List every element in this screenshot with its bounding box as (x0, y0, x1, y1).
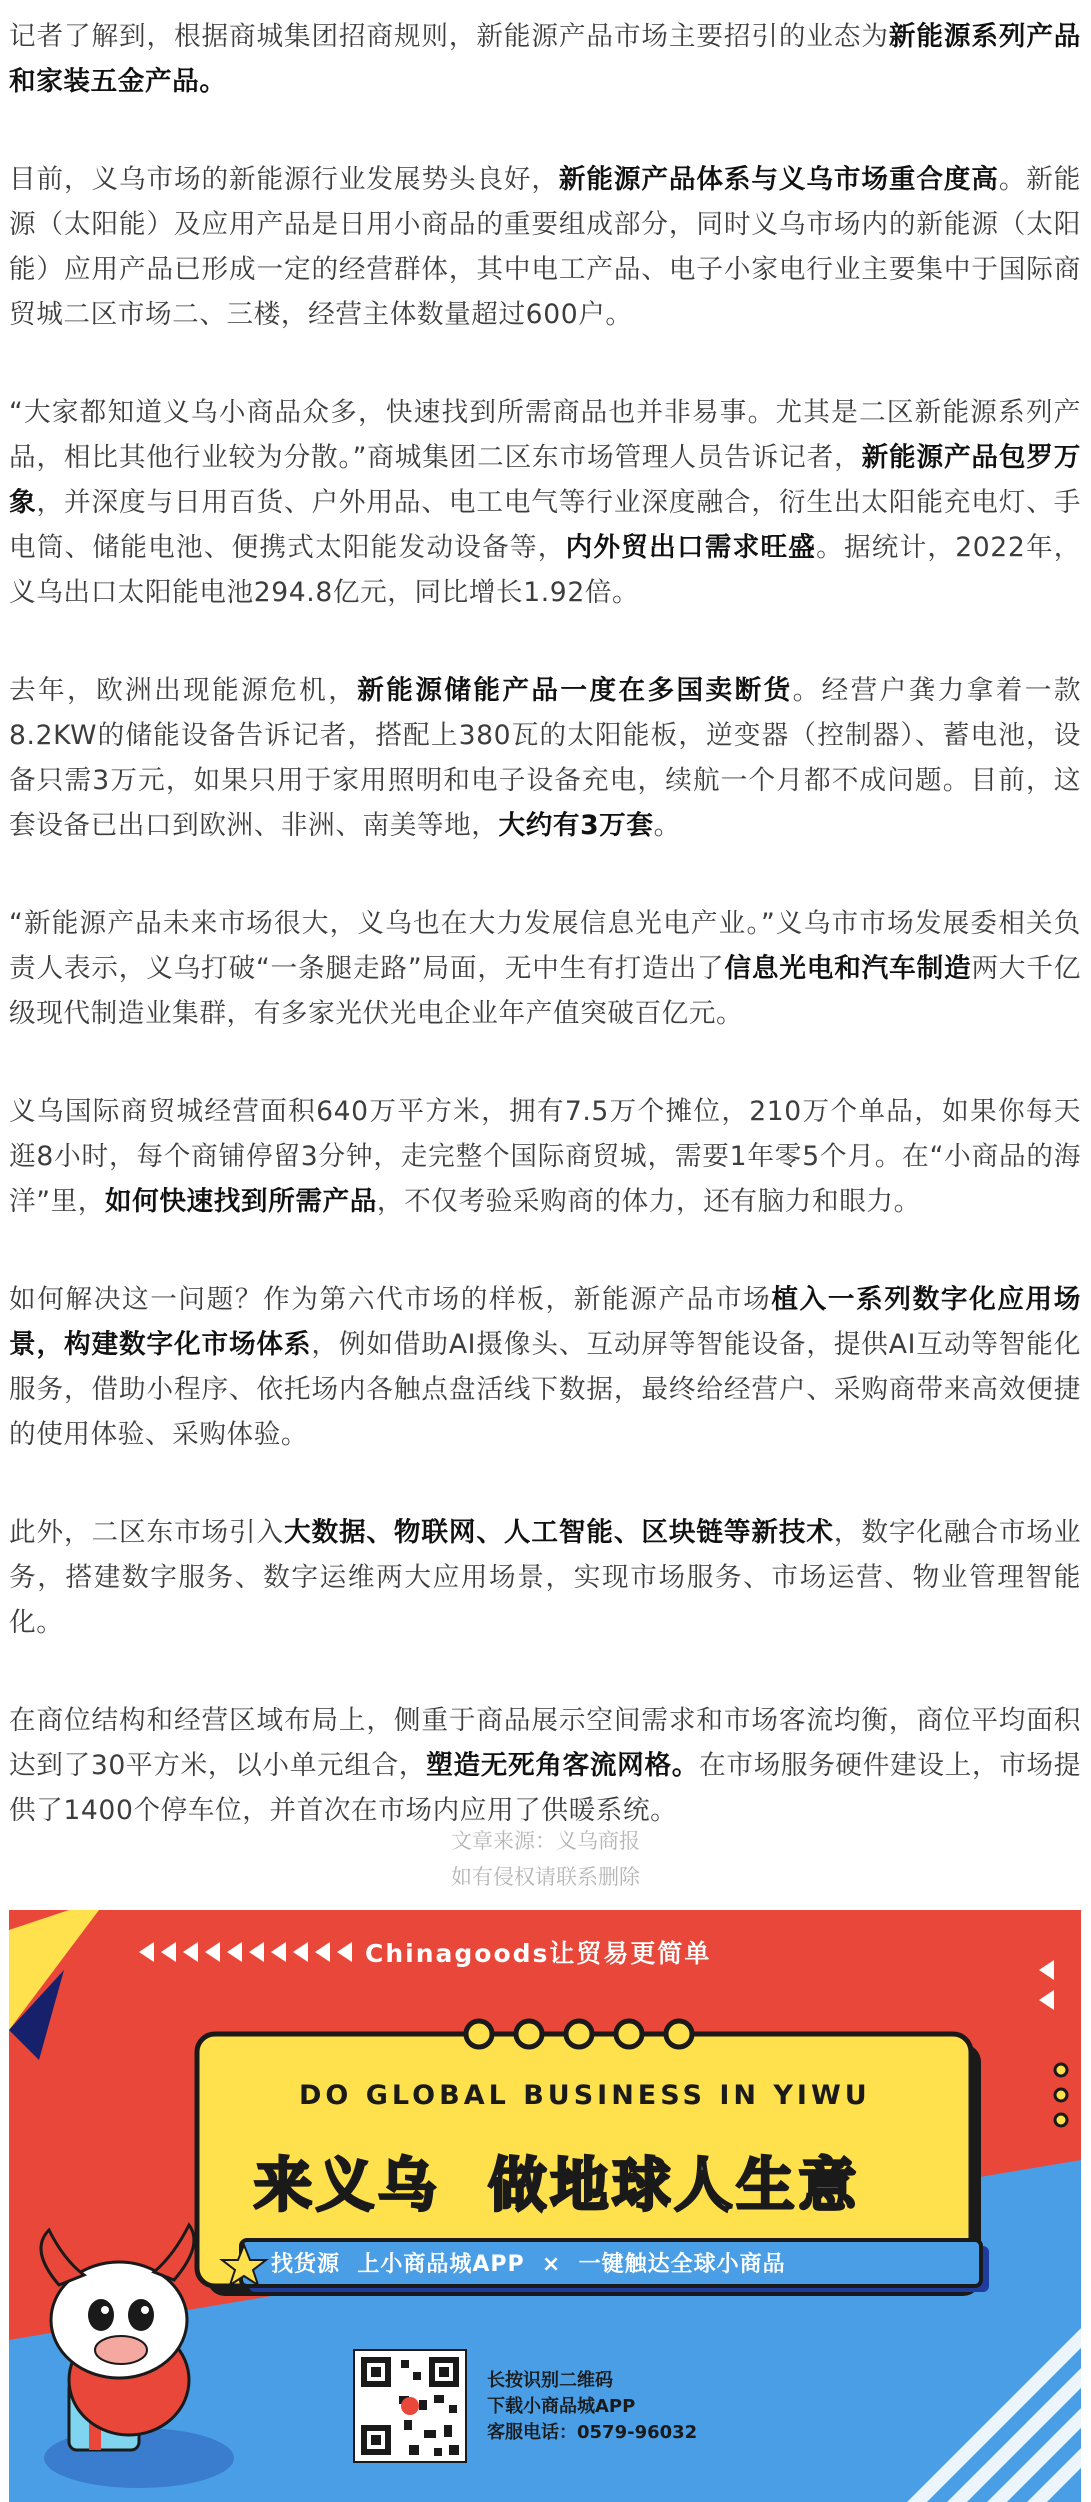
promo-banner[interactable] (9, 1910, 1081, 2502)
highlight-text: 新能源系列产品和家装五金产品。 (9, 21, 1082, 97)
body-text: 。 (653, 810, 681, 841)
banner-main-title: 来义乌 做地球人生意 (254, 2151, 861, 2219)
highlight-text: 新能源产品体系与义乌市场重合度高 (558, 164, 999, 195)
body-text: 两大千亿级现代制造业集群，有多家光伏光电企业年产值突破百亿元。 (9, 953, 1082, 1029)
body-text: 记者了解到，根据商城集团招商规则，新能源产品市场主要招引的业态为 (9, 21, 889, 52)
body-text: 。新能源（太阳能）及应用产品是日用小商品的重要组成部分，同时义乌市场内的新能源（太阳能）应用产品已形成一定的经营群体，其中电工产品、电子小家电行业主要集中于国际商贸城二区市场二、三楼，经营主体数量超过600户。 (9, 164, 1081, 330)
article-body (9, 14, 1081, 1886)
body-text: “新能源产品未来市场很大，义乌也在大力发展信息光电产业。”义乌市市场发展委相关负责人表示，义乌打破“一条腿走路”局面，无中生有打造出了 (9, 908, 1081, 984)
banner-tagline: Chinagoods让贸易更简单 (365, 1939, 712, 1968)
body-text: 在市场服务硬件建设上，市场提供了1400个停车位，并首次在市场内应用了供暖系统。 (9, 1750, 1081, 1826)
body-text: ，不仅考验采购商的体力，还有脑力和眼力。 (376, 1186, 921, 1217)
qr-caption-line: 客服电话：0579-96032 (487, 2422, 698, 2443)
body-text: 此外，二区东市场引入 (9, 1517, 284, 1548)
article-source: 文章来源：义乌商报 (451, 1829, 640, 1853)
highlight-text: 信息光电和汽车制造 (724, 953, 972, 984)
article-paragraph (9, 668, 1081, 848)
highlight-text: 大约有3万套 (498, 810, 654, 841)
qr-code-icon[interactable] (354, 2350, 466, 2462)
body-text: 去年，欧洲出现能源危机， (9, 675, 358, 706)
article-paragraph (9, 1698, 1081, 1833)
article-paragraph (9, 1510, 1081, 1645)
highlight-text: 植入一系列数字化应用场景，构建数字化市场体系 (9, 1284, 1081, 1360)
highlight-text: 大数据、物联网、人工智能、区块链等新技术 (283, 1517, 834, 1548)
body-text: 目前，义乌市场的新能源行业发展势头良好， (9, 164, 559, 195)
qr-caption-line: 下载小商品城APP (487, 2396, 636, 2417)
article-paragraph (9, 390, 1081, 615)
body-text: 在商位结构和经营区域布局上，侧重于商品展示空间需求和市场客流均衡，商位平均面积达到了30平方米，以小单元组合， (9, 1705, 1081, 1781)
body-text: 义乌国际商贸城经营面积640万平方米，拥有7.5万个摊位，210万个单品，如果你每天逛8小时，每个商铺停留3分钟，走完整个国际商贸城，需要1年零5个月。在“小商品的海洋”里， (9, 1096, 1081, 1217)
body-text: ，并深度与日用百货、户外用品、电工电气等行业深度融合，衍生出太阳能充电灯、手电筒、储能电池、便携式太阳能发动设备等， (9, 487, 1081, 563)
body-text: 。据统计，2022年，义乌出口太阳能电池294.8亿元，同比增长1.92倍。 (9, 532, 1082, 608)
qr-caption-line: 长按识别二维码 (487, 2370, 613, 2391)
article-paragraph (9, 14, 1081, 104)
banner-english-title: DO GLOBAL BUSINESS IN YIWU (299, 2080, 871, 2111)
highlight-text: 内外贸出口需求旺盛 (565, 532, 817, 563)
highlight-text: 塑造无死角客流网格。 (426, 1750, 700, 1781)
banner-sub-strip: 找货源 上小商品城APP × 一键触达全球小商品 (271, 2252, 786, 2277)
body-text: 如何解决这一问题？作为第六代市场的样板，新能源产品市场 (9, 1284, 772, 1315)
article-paragraph (9, 157, 1081, 337)
body-text: ，数字化融合市场业务，搭建数字服务、数字运维两大应用场景，实现市场服务、市场运营、物业管理智能化。 (9, 1517, 1082, 1638)
highlight-text: 新能源产品包罗万象 (9, 442, 1081, 518)
highlight-text: 如何快速找到所需产品 (104, 1186, 377, 1217)
highlight-text: 新能源储能产品一度在多国卖断货 (357, 675, 793, 706)
copyright-notice: 如有侵权请联系删除 (451, 1865, 640, 1889)
article-paragraph (9, 901, 1081, 1036)
body-text: ，例如借助AI摄像头、互动屏等智能设备，提供AI互动等智能化服务，借助小程序、依托场内各触点盘活线下数据，最终给经营户、采购商带来高效便捷的使用体验、采购体验。 (9, 1329, 1081, 1450)
body-text: “大家都知道义乌小商品众多，快速找到所需商品也并非易事。尤其是二区新能源系列产品，相比其他行业较为分散。”商城集团二区东市场管理人员告诉记者， (9, 397, 1081, 473)
article-paragraph (9, 1277, 1081, 1457)
article-paragraph (9, 1089, 1081, 1224)
body-text: 。经营户龚力拿着一款8.2KW的储能设备告诉记者，搭配上380瓦的太阳能板，逆变器（控制器）、蓄电池，设备只需3万元，如果只用于家用照明和电子设备充电，续航一个月都不成问题。目前，这套设备已出口到欧洲、非洲、南美等地， (9, 675, 1082, 841)
qr-caption (487, 2368, 697, 2446)
